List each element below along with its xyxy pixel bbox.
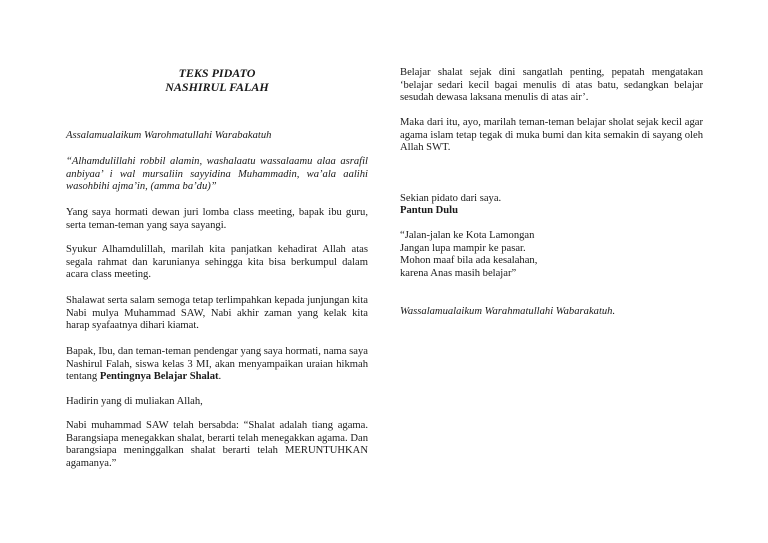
- opening-arabic: “Alhamdulillahi robbil alamin, washalaatu wassalaamu alaa asrafil anbiyaa’ i wal mursaliin sayyidina Muhammadin, wa’ala aalihi wasohbihi ajma’in, (amma ba’du)”: [66, 156, 368, 193]
- title-line-2: NASHIRUL FALAH: [165, 80, 269, 94]
- pantun-line-4: karena Anas masih belajar”: [400, 268, 517, 279]
- pantun-line-1: “Jalan-jalan ke Kota Lamongan: [400, 230, 535, 241]
- paragraph-shalawat: Shalawat serta salam semoga tetap terlimpahkan kepada junjungan kita Nabi mulya Muhammad SAW, Nabi akhir zaman yang kelak kita harap syafaatnya dihari kiamat.: [66, 295, 368, 332]
- speech-title: [66, 66, 368, 94]
- intro-topic-bold: Pentingnya Belajar Shalat: [99, 371, 219, 383]
- paragraph-intro: [66, 346, 368, 384]
- pantun-line-2: Jangan lupa mampir ke pasar.: [400, 243, 526, 254]
- intro-text: Bapak, Ibu, dan teman-teman pendengar yang saya hormati, nama saya Nashirul Falah, siswa kelas 3 MI, akan menyampaikan uraian hikmah tentang: [66, 346, 368, 383]
- closing-line: Sekian pidato dari saya.: [400, 193, 502, 204]
- closing-salam: Wassalamualaikum Warahmatullahi Wabarakatuh.: [400, 306, 616, 317]
- paragraph-syukur: Syukur Alhamdulillah, marilah kita panjatkan kehadirat Allah atas segala rahmat dan karunianya sehingga kita bisa berkumpul dalam acara class meeting.: [66, 244, 368, 281]
- pantun-title: Pantun Dulu: [400, 205, 458, 216]
- hadirin-line: Hadirin yang di muliakan Allah,: [66, 396, 203, 407]
- intro-end: .: [218, 371, 222, 383]
- paragraph-hadith: Nabi muhammad SAW telah bersabda: “Shalat adalah tiang agama. Barangsiapa menegakkan shalat, berarti telah menegakkan agama. Dan barangsiapa meninggalkan shalat berarti telah MERUNTUHKAN agamanya.”: [66, 420, 368, 469]
- opening-salam: Assalamualaikum Warohmatullahi Warabakatuh: [66, 130, 272, 141]
- title-line-1: TEKS PIDATO: [178, 66, 256, 80]
- paragraph-respect: Yang saya hormati dewan juri lomba class meeting, bapak ibu guru, serta teman-teman yang saya sayangi.: [66, 207, 368, 231]
- paragraph-invitation: Maka dari itu, ayo, marilah teman-teman belajar sholat sejak kecil agar agama islam tetap tegak di muka bumi dan kita semakin di sayang oleh Allah SWT.: [400, 117, 703, 154]
- pantun-line-3: Mohon maaf bila ada kesalahan,: [400, 255, 538, 266]
- paragraph-early-learning: Belajar shalat sejak dini sangatlah penting, pepatah mengatakan ‘belajar sedari kecil bagai menulis di atas batu, sedangkan belajar sesudah dewasa laksana menulis di atas air’.: [400, 67, 703, 104]
